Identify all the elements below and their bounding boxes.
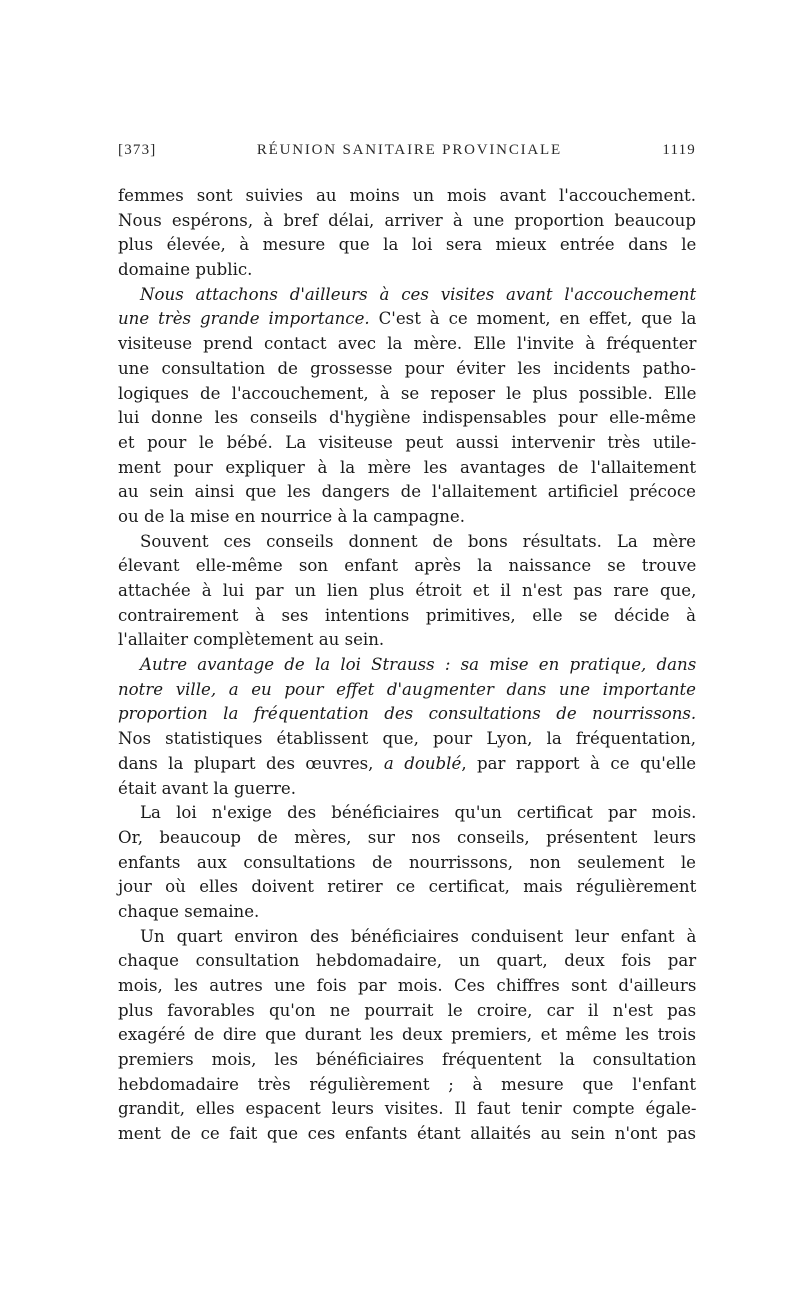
- text-line: [118, 826, 696, 851]
- line-text: plus élevée, à mesure que la loi sera mieux entrée dans le: [118, 235, 697, 255]
- body-text: [118, 184, 696, 1147]
- line-text: ment de ce fait que ces enfants étant allaités au sein n'ont pas: [118, 1124, 696, 1144]
- text-line: [118, 801, 696, 826]
- italic-text: a doublé: [383, 753, 462, 773]
- text-line: [118, 530, 696, 555]
- text-line: [118, 925, 696, 950]
- text-line: [118, 258, 696, 283]
- text-line: [118, 579, 696, 604]
- text-line: [118, 974, 696, 999]
- text-line: [118, 752, 696, 777]
- line-text: une consultation de grossesse pour éviter les incidents patho-: [118, 358, 696, 378]
- paragraph: [118, 184, 696, 283]
- text-line: [118, 875, 696, 900]
- line-text: visiteuse prend contact avec la mère. Elle l'invite à fréquenter: [118, 334, 697, 354]
- text-line: [118, 332, 696, 357]
- text-line: [118, 628, 696, 653]
- line-text: ou de la mise en nourrice à la campagne.: [118, 506, 465, 526]
- line-text: grandit, elles espacent leurs visites. Il faut tenir compte égale-: [118, 1099, 697, 1119]
- running-head: [118, 142, 696, 164]
- text-line: [118, 702, 696, 727]
- running-title: RÉUNION SANITAIRE PROVINCIALE: [256, 142, 562, 158]
- text-line: [118, 505, 696, 530]
- text-line: [118, 999, 696, 1024]
- text-line: [118, 554, 696, 579]
- page-reference: [373]: [118, 142, 157, 158]
- text-line: [118, 727, 696, 752]
- italic-text: proportion la fréquentation des consultations de nourrissons.: [118, 704, 697, 724]
- line-text: élevant elle-même son enfant après la naissance se trouve: [118, 556, 697, 576]
- text-line: [118, 851, 696, 876]
- text-line: [118, 1048, 696, 1073]
- line-text: hebdomadaire très régulièrement ; à mesure que l'enfant: [118, 1074, 696, 1094]
- line-text: chaque consultation hebdomadaire, un quart, deux fois par: [118, 951, 697, 971]
- italic-text: Autre avantage de la loi Strauss : sa mise en pratique, dans: [140, 655, 697, 675]
- line-text: jour où elles doivent retirer ce certificat, mais régulièrement: [118, 877, 697, 897]
- text-line: [118, 456, 696, 481]
- line-text: était avant la guerre.: [118, 778, 296, 798]
- italic-text: Nous attachons d'ailleurs à ces visites avant l'accouchement: [140, 284, 697, 304]
- text-line: [118, 406, 696, 431]
- line-text: femmes sont suivies au moins un mois avant l'accouchement.: [118, 186, 696, 205]
- line-text: mois, les autres une fois par mois. Ces chiffres sont d'ailleurs: [118, 976, 697, 995]
- text-line: [118, 604, 696, 629]
- paragraph: [118, 801, 696, 924]
- text-line: [118, 900, 696, 925]
- line-text: l'allaiter complètement au sein.: [118, 630, 385, 650]
- paragraph: [118, 925, 696, 1147]
- text-line: [118, 1023, 696, 1048]
- paragraph: [118, 530, 696, 653]
- text-line: [118, 382, 696, 407]
- line-text: exagéré de dire que durant les deux premiers, et même les trois: [118, 1025, 696, 1045]
- line-text: Or, beaucoup de mères, sur nos conseils, présentent leurs: [118, 827, 696, 847]
- text-line: [118, 777, 696, 802]
- text-line: [118, 653, 696, 678]
- text-line: [118, 357, 696, 382]
- line-text: enfants aux consultations de nourrissons, non seulement le: [118, 852, 696, 872]
- paragraph: [118, 283, 696, 530]
- line-text: Nos statistiques établissent que, pour Lyon, la fréquentation,: [118, 729, 697, 749]
- text-line: [118, 209, 696, 234]
- line-text: plus favorables qu'on ne pourrait le croire, car il n'est pas: [118, 1000, 697, 1020]
- line-text: et pour le bébé. La visiteuse peut aussi intervenir très utile-: [118, 432, 697, 452]
- text-line: [118, 1097, 696, 1122]
- line-text: Nous espérons, à bref délai, arriver à une proportion beaucoup: [118, 210, 696, 230]
- text-line: [118, 678, 696, 703]
- line-text: , par rapport à ce qu'elle: [461, 753, 697, 773]
- page-number: 1119: [662, 142, 696, 158]
- text-line: [118, 184, 696, 209]
- line-text: La loi n'exige des bénéficiaires qu'un certificat par mois.: [140, 803, 697, 823]
- text-line: [118, 949, 696, 974]
- line-text: au sein ainsi que les dangers de l'allaitement artificiel précoce: [118, 482, 696, 502]
- text-line: [118, 480, 696, 505]
- text-line: [118, 233, 696, 258]
- line-text: C'est à ce moment, en effet, que la: [369, 309, 697, 329]
- text-line: [118, 1073, 696, 1098]
- line-text: chaque semaine.: [118, 901, 260, 921]
- italic-text: une très grande importance.: [118, 309, 370, 329]
- line-text: premiers mois, les bénéficiaires fréquentent la consultation: [118, 1050, 697, 1070]
- line-text: lui donne les conseils d'hygiène indispensables pour elle-même: [118, 408, 697, 428]
- text-line: [118, 307, 696, 332]
- italic-text: notre ville, a eu pour effet d'augmenter dans une importante: [118, 679, 696, 699]
- paragraph: [118, 653, 696, 801]
- line-text: ment pour expliquer à la mère les avantages de l'allaitement: [118, 457, 696, 477]
- text-line: [118, 431, 696, 456]
- text-line: [118, 1122, 696, 1147]
- text-line: [118, 283, 696, 308]
- line-text: dans la plupart des œuvres,: [118, 753, 384, 773]
- line-text: domaine public.: [118, 260, 253, 280]
- line-text: contrairement à ses intentions primitives, elle se décide à: [118, 605, 696, 625]
- line-text: Souvent ces conseils donnent de bons résultats. La mère: [140, 531, 696, 551]
- book-page: [118, 142, 696, 1147]
- line-text: attachée à lui par un lien plus étroit et il n'est pas rare que,: [118, 581, 697, 600]
- line-text: logiques de l'accouchement, à se reposer le plus possible. Elle: [118, 383, 697, 403]
- line-text: Un quart environ des bénéficiaires conduisent leur enfant à: [140, 926, 697, 946]
